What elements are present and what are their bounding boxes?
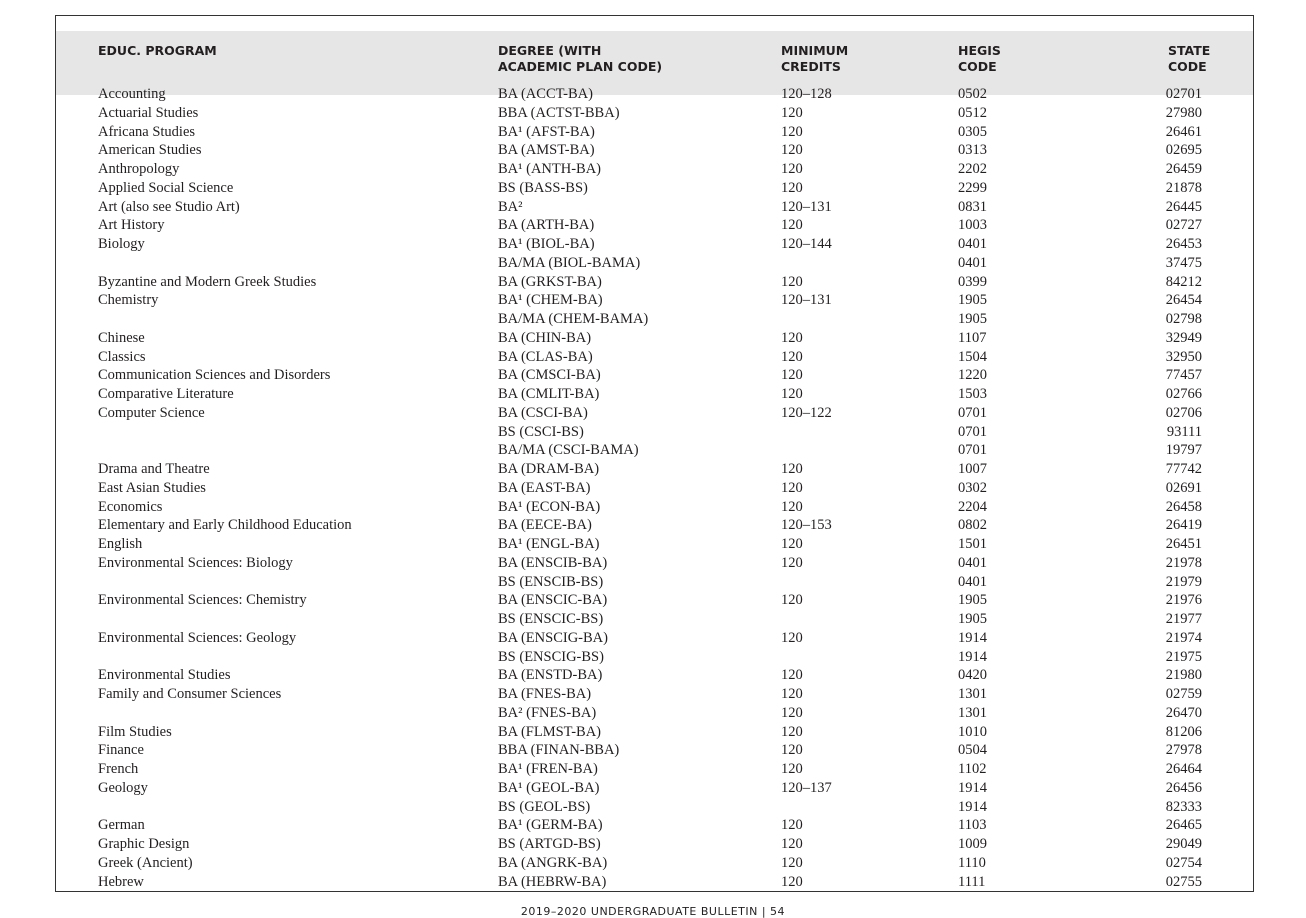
degree-code: BA (DRAM-BA) (498, 461, 600, 477)
table-row (56, 610, 1253, 629)
hegis-code: 1110 (958, 854, 986, 871)
state-code: 21977 (1165, 611, 1202, 627)
minimum-credits: 120 (781, 854, 803, 871)
state-code: 81206 (1165, 723, 1202, 740)
hegis-code: 2202 (958, 161, 987, 177)
hegis-code: 0401 (958, 254, 987, 271)
program-name: Africana Studies (98, 123, 196, 140)
program-name: Biology (98, 236, 145, 252)
degree-code: BA¹ (FREN-BA) (498, 761, 598, 777)
minimum-credits: 120 (781, 723, 803, 740)
program-name: Graphic Design (98, 836, 190, 852)
program-name: Applied Social Science (98, 179, 234, 196)
minimum-credits: 120–137 (781, 779, 832, 796)
hegis-code: 1503 (958, 386, 987, 402)
program-table (55, 15, 1254, 892)
minimum-credits: 120 (781, 817, 803, 834)
state-code: 26451 (1165, 536, 1202, 552)
table-row (56, 685, 1253, 704)
degree-code: BA¹ (CHEM-BA) (498, 292, 603, 309)
state-code: 02727 (1165, 217, 1202, 234)
minimum-credits: 120 (781, 761, 803, 777)
state-code: 32950 (1165, 348, 1202, 365)
state-code: 29049 (1165, 836, 1202, 852)
hegis-code: 1107 (958, 329, 987, 346)
degree-code: BA (EAST-BA) (498, 479, 591, 496)
program-name: Environmental Studies (98, 667, 231, 684)
degree-code: BA² (FNES-BA) (498, 704, 597, 721)
program-name: Accounting (98, 86, 166, 102)
degree-code: BS (CSCI-BS) (498, 423, 584, 440)
program-name: Art History (98, 217, 165, 234)
degree-code: BA (CLAS-BA) (498, 348, 593, 365)
state-code: 02766 (1165, 386, 1202, 402)
program-name: German (98, 817, 145, 834)
hegis-code: 0401 (958, 573, 987, 590)
header-degree: DEGREE (WITH ACADEMIC PLAN CODE) (498, 43, 663, 74)
state-code: 26465 (1165, 817, 1202, 834)
minimum-credits: 120–128 (781, 86, 832, 102)
minimum-credits: 120 (781, 536, 803, 552)
table-row (56, 254, 1253, 273)
degree-code: BA/MA (CHEM-BAMA) (498, 311, 649, 327)
degree-code: BA (AMST-BA) (498, 142, 595, 159)
minimum-credits: 120 (781, 629, 803, 646)
degree-code: BA¹ (ECON-BA) (498, 498, 601, 515)
state-code: 19797 (1165, 442, 1202, 459)
hegis-code: 1301 (958, 704, 987, 721)
degree-code: BA² (498, 198, 523, 215)
program-name: Computer Science (98, 404, 205, 421)
hegis-code: 0502 (958, 86, 987, 102)
table-row (56, 291, 1253, 310)
program-name: Hebrew (98, 873, 144, 890)
table-row (56, 179, 1253, 198)
hegis-code: 1905 (958, 292, 987, 309)
degree-code: BA/MA (BIOL-BAMA) (498, 254, 641, 271)
minimum-credits: 120 (781, 348, 803, 365)
header-state: STATE CODE (1168, 43, 1211, 74)
degree-code: BA (FNES-BA) (498, 686, 592, 702)
degree-code: BA¹ (GERM-BA) (498, 817, 603, 834)
degree-code: BA (GRKST-BA) (498, 273, 602, 290)
program-name: East Asian Studies (98, 479, 206, 496)
minimum-credits: 120 (781, 179, 803, 196)
hegis-code: 0313 (958, 142, 987, 159)
table-row (56, 216, 1253, 235)
state-code: 26459 (1165, 161, 1202, 177)
hegis-code: 1905 (958, 592, 987, 609)
table-row (56, 816, 1253, 835)
hegis-code: 0701 (958, 442, 987, 459)
degree-code: BA¹ (GEOL-BA) (498, 779, 600, 796)
hegis-code: 1103 (958, 817, 987, 834)
table-row (56, 329, 1253, 348)
state-code: 26453 (1165, 236, 1202, 252)
hegis-code: 0420 (958, 667, 987, 684)
table-row (56, 366, 1253, 385)
degree-code: BA (ENSCIC-BA) (498, 592, 608, 609)
state-code: 26419 (1165, 517, 1202, 534)
hegis-code: 0401 (958, 554, 987, 571)
hegis-code: 1914 (958, 648, 987, 665)
program-name: Communication Sciences and Disorders (98, 367, 331, 384)
program-name: Environmental Sciences: Chemistry (98, 592, 307, 609)
degree-code: BA (HEBRW-BA) (498, 873, 607, 890)
hegis-code: 1111 (958, 873, 986, 890)
state-code: 82333 (1165, 798, 1202, 815)
program-name: Elementary and Early Childhood Education (98, 517, 352, 534)
state-code: 02695 (1165, 142, 1202, 159)
degree-code: BA (ARTH-BA) (498, 217, 595, 234)
table-row (56, 835, 1253, 854)
hegis-code: 0305 (958, 123, 987, 140)
table-row (56, 348, 1253, 367)
hegis-code: 0401 (958, 236, 987, 252)
state-code: 02755 (1165, 873, 1202, 890)
state-code: 93111 (1166, 423, 1202, 440)
table-row (56, 441, 1253, 460)
state-code: 77742 (1165, 461, 1202, 477)
table-row (56, 666, 1253, 685)
minimum-credits: 120–122 (781, 404, 832, 421)
state-code: 26445 (1165, 198, 1202, 215)
hegis-code: 1914 (958, 629, 987, 646)
minimum-credits: 120 (781, 273, 803, 290)
program-name: Actuarial Studies (98, 104, 199, 121)
program-name: American Studies (98, 142, 202, 159)
state-code: 02759 (1165, 686, 1202, 702)
table-row (56, 198, 1253, 217)
hegis-code: 0802 (958, 517, 987, 534)
hegis-code: 0831 (958, 198, 987, 215)
degree-code: BA (FLMST-BA) (498, 723, 602, 740)
table-row (56, 779, 1253, 798)
degree-code: BA/MA (CSCI-BAMA) (498, 442, 639, 459)
hegis-code: 1914 (958, 798, 987, 815)
table-row (56, 535, 1253, 554)
minimum-credits: 120 (781, 479, 803, 496)
header-program: EDUC. PROGRAM (98, 43, 217, 58)
table-row (56, 873, 1253, 892)
table-row (56, 479, 1253, 498)
program-name: Economics (98, 498, 163, 515)
degree-code: BA¹ (BIOL-BA) (498, 236, 595, 252)
table-row (56, 385, 1253, 404)
table-row (56, 123, 1253, 142)
hegis-code: 1501 (958, 536, 987, 552)
program-name: Finance (98, 742, 144, 759)
degree-code: BA¹ (AFST-BA) (498, 123, 595, 140)
hegis-code: 1914 (958, 779, 987, 796)
table-row (56, 554, 1253, 573)
table-row (56, 104, 1253, 123)
state-code: 84212 (1165, 273, 1202, 290)
minimum-credits: 120 (781, 386, 803, 402)
program-name: Environmental Sciences: Geology (98, 629, 297, 646)
state-code: 77457 (1165, 367, 1202, 384)
table-row (56, 516, 1253, 535)
minimum-credits: 120 (781, 217, 803, 234)
table-row (56, 704, 1253, 723)
table-row (56, 498, 1253, 517)
state-code: 21974 (1165, 629, 1202, 646)
hegis-code: 1220 (958, 367, 987, 384)
degree-code: BBA (ACTST-BBA) (498, 104, 620, 121)
minimum-credits: 120–144 (781, 236, 832, 252)
program-name: English (98, 536, 143, 552)
minimum-credits: 120 (781, 123, 803, 140)
header-hegis: HEGIS CODE (958, 43, 1001, 74)
program-name: Family and Consumer Sciences (98, 686, 282, 702)
hegis-code: 1504 (958, 348, 987, 365)
hegis-code: 0701 (958, 423, 987, 440)
program-name: Geology (98, 779, 148, 796)
table-row (56, 723, 1253, 742)
degree-code: BA (CHIN-BA) (498, 329, 592, 346)
state-code: 21878 (1165, 179, 1202, 196)
hegis-code: 1905 (958, 311, 987, 327)
minimum-credits: 120 (781, 461, 803, 477)
table-row (56, 423, 1253, 442)
state-code: 27978 (1165, 742, 1202, 759)
state-code: 26464 (1165, 761, 1202, 777)
header-credits: MINIMUM CREDITS (781, 43, 849, 74)
state-code: 02754 (1165, 854, 1202, 871)
minimum-credits: 120–131 (781, 292, 832, 309)
table-row (56, 591, 1253, 610)
minimum-credits: 120 (781, 704, 803, 721)
hegis-code: 0302 (958, 479, 987, 496)
state-code: 21975 (1165, 648, 1202, 665)
state-code: 26470 (1165, 704, 1202, 721)
table-row (56, 760, 1253, 779)
program-name: Chinese (98, 329, 145, 346)
table-row (56, 648, 1253, 667)
program-name: Byzantine and Modern Greek Studies (98, 273, 317, 290)
state-code: 26458 (1165, 498, 1202, 515)
state-code: 21980 (1165, 667, 1202, 684)
state-code: 21976 (1165, 592, 1202, 609)
table-row (56, 854, 1253, 873)
degree-code: BS (BASS-BS) (498, 179, 588, 196)
program-name: Classics (98, 348, 146, 365)
minimum-credits: 120 (781, 161, 803, 177)
degree-code: BA (ANGRK-BA) (498, 854, 608, 871)
degree-code: BA¹ (ANTH-BA) (498, 161, 602, 177)
degree-code: BA (ENSTD-BA) (498, 667, 603, 684)
minimum-credits: 120 (781, 329, 803, 346)
degree-code: BS (ENSCIG-BS) (498, 648, 604, 665)
program-name: Drama and Theatre (98, 461, 210, 477)
page-footer: 2019–2020 UNDERGRADUATE BULLETIN | 54 (520, 905, 786, 918)
minimum-credits: 120 (781, 142, 803, 159)
state-code: 21978 (1165, 554, 1202, 571)
degree-code: BA (ENSCIG-BA) (498, 629, 608, 646)
state-code: 26456 (1165, 779, 1202, 796)
hegis-code: 1003 (958, 217, 987, 234)
table-row (56, 741, 1253, 760)
state-code: 26461 (1165, 123, 1202, 140)
degree-code: BS (ENSCIB-BS) (498, 573, 604, 590)
program-name: Chemistry (98, 292, 159, 309)
minimum-credits: 120 (781, 667, 803, 684)
hegis-code: 1009 (958, 836, 987, 852)
hegis-code: 0399 (958, 273, 987, 290)
table-row (56, 404, 1253, 423)
minimum-credits: 120 (781, 873, 803, 890)
state-code: 32949 (1165, 329, 1202, 346)
hegis-code: 0512 (958, 104, 987, 121)
program-name: French (98, 761, 139, 777)
program-name: Art (also see Studio Art) (98, 198, 240, 215)
program-name: Environmental Sciences: Biology (98, 554, 293, 571)
table-row (56, 160, 1253, 179)
hegis-code: 0504 (958, 742, 987, 759)
state-code: 02701 (1165, 86, 1202, 102)
state-code: 26454 (1165, 292, 1202, 309)
degree-code: BA (ACCT-BA) (498, 86, 593, 102)
table-row (56, 310, 1253, 329)
state-code: 27980 (1165, 104, 1202, 121)
minimum-credits: 120 (781, 367, 803, 384)
degree-code: BA (EECE-BA) (498, 517, 592, 534)
state-code: 37475 (1165, 254, 1202, 271)
degree-code: BS (ENSCIC-BS) (498, 611, 604, 627)
hegis-code: 1905 (958, 611, 987, 627)
hegis-code: 1007 (958, 461, 987, 477)
hegis-code: 2204 (958, 498, 987, 515)
minimum-credits: 120 (781, 836, 803, 852)
degree-code: BA (CMSCI-BA) (498, 367, 601, 384)
hegis-code: 1102 (958, 761, 987, 777)
degree-code: BS (GEOL-BS) (498, 798, 591, 815)
degree-code: BA (CSCI-BA) (498, 404, 588, 421)
state-code: 02691 (1165, 479, 1202, 496)
minimum-credits: 120 (781, 592, 803, 609)
hegis-code: 0701 (958, 404, 987, 421)
minimum-credits: 120–131 (781, 198, 832, 215)
state-code: 02798 (1165, 311, 1202, 327)
table-row (56, 460, 1253, 479)
minimum-credits: 120 (781, 742, 803, 759)
hegis-code: 1010 (958, 723, 987, 740)
minimum-credits: 120 (781, 104, 803, 121)
table-row (56, 573, 1253, 592)
degree-code: BA (CMLIT-BA) (498, 386, 600, 402)
table-row (56, 273, 1253, 292)
table-row (56, 629, 1253, 648)
program-name: Film Studies (98, 723, 172, 740)
degree-code: BA¹ (ENGL-BA) (498, 536, 600, 552)
degree-code: BS (ARTGD-BS) (498, 836, 601, 852)
table-row (56, 85, 1253, 104)
program-name: Greek (Ancient) (98, 854, 193, 871)
minimum-credits: 120 (781, 686, 803, 702)
degree-code: BBA (FINAN-BBA) (498, 742, 620, 759)
table-row (56, 235, 1253, 254)
minimum-credits: 120–153 (781, 517, 832, 534)
table-body (56, 85, 1253, 891)
state-code: 02706 (1165, 404, 1202, 421)
table-row (56, 798, 1253, 817)
table-row (56, 141, 1253, 160)
hegis-code: 2299 (958, 179, 987, 196)
minimum-credits: 120 (781, 498, 803, 515)
degree-code: BA (ENSCIB-BA) (498, 554, 608, 571)
state-code: 21979 (1165, 573, 1202, 590)
minimum-credits: 120 (781, 554, 803, 571)
hegis-code: 1301 (958, 686, 987, 702)
program-name: Comparative Literature (98, 386, 234, 402)
program-name: Anthropology (98, 161, 180, 177)
